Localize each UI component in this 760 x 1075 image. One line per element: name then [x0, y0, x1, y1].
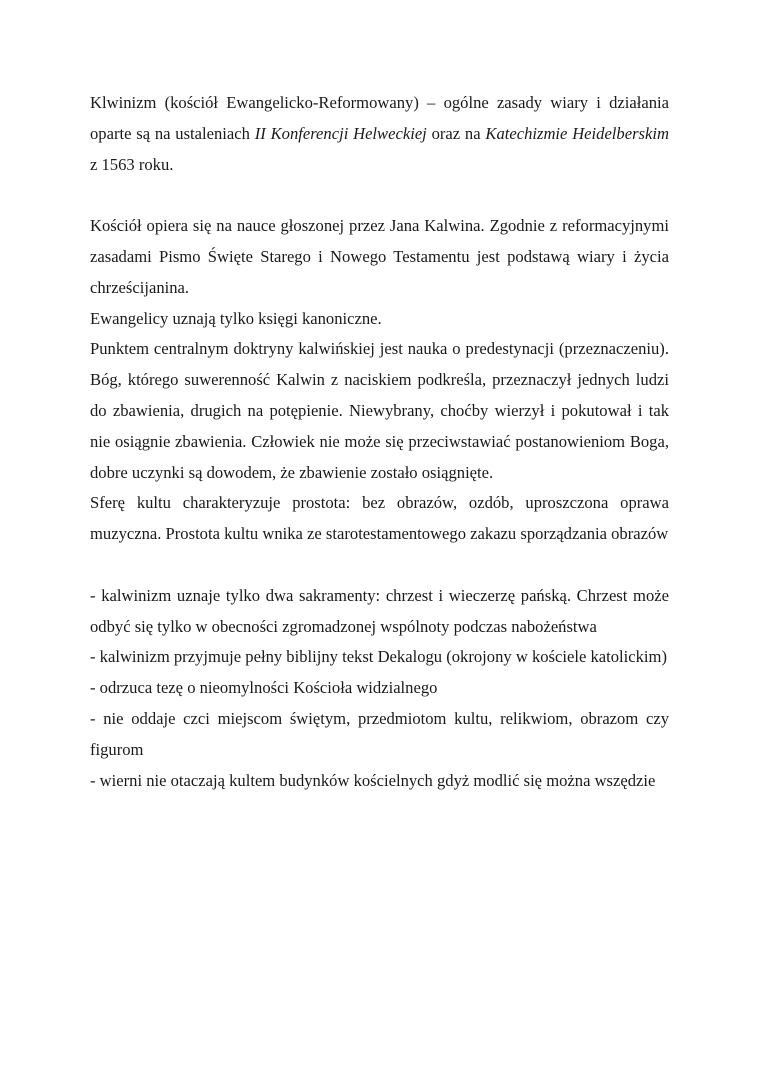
body-paragraph-predestynacja: Punktem centralnym doktryny kalwińskiej jest nauka o predestynacji (przeznaczeniu). Bóg, którego suwerenność Kalwin z naciskiem podkreśla, przeznaczył jednych ludzi do zbawienia, drugich na potępienie. Niewybrany, choćby wierzył i pokutował i tak nie osiągnie zbawienia. Człowiek nie może się przeciwstawiać postanowieniom Boga, dobre uczynki są dowodem, że zbawienie zostało osiągnięte.: [90, 339, 669, 482]
list-item: - kalwinizm uznaje tylko dwa sakramenty: chrzest i wieczerzę pańską. Chrzest może odbyć się tylko w obecności zgromadzonej wspólnoty podczas nabożeństwa: [90, 585, 669, 636]
paragraph-gap: [90, 180, 669, 211]
intro-text-1: Klwinizm (kościół Ewangelicko-Reformowany) – ogólne zasady wiary i działania oparte są na ustaleniach: [90, 93, 669, 143]
intro-text-2: oraz na: [426, 123, 486, 143]
document-page: [90, 88, 669, 796]
body-paragraph-kult: Sferę kultu charakteryzuje prostota: bez obrazów, ozdób, uproszczona oprawa muzyczna. Prostota kultu wnika ze starotestamentowego zakazu sporządzania obrazów: [90, 493, 669, 544]
paragraph-gap: [90, 550, 669, 581]
intro-italic-katechizm: Katechizmie Heidelberskim: [485, 123, 669, 143]
intro-paragraph: [90, 88, 669, 180]
list-item: - wierni nie otaczają kultem budynków kościelnych gdyż modlić się można wszędzie: [90, 770, 656, 790]
list-item: - odrzuca tezę o nieomylności Kościoła widzialnego: [90, 678, 438, 698]
intro-text-3: z 1563 roku.: [90, 154, 174, 174]
intro-italic-konferencja: II Konferencji Helweckiej: [254, 123, 427, 143]
list-item: - nie oddaje czci miejscom świętym, przedmiotom kultu, relikwiom, obrazom czy figurom: [90, 708, 669, 759]
list-item: - kalwinizm przyjmuje pełny biblijny tekst Dekalogu (okrojony w kościele katolickim): [90, 647, 667, 667]
body-paragraph-ewangelicy: Ewangelicy uznają tylko księgi kanoniczne.: [90, 308, 382, 328]
body-paragraph-kalwin: Kościół opiera się na nauce głoszonej przez Jana Kalwina. Zgodnie z reformacyjnymi zasadami Pismo Święte Starego i Nowego Testamentu jest podstawą wiary i życia chrześcijanina.: [90, 216, 669, 297]
